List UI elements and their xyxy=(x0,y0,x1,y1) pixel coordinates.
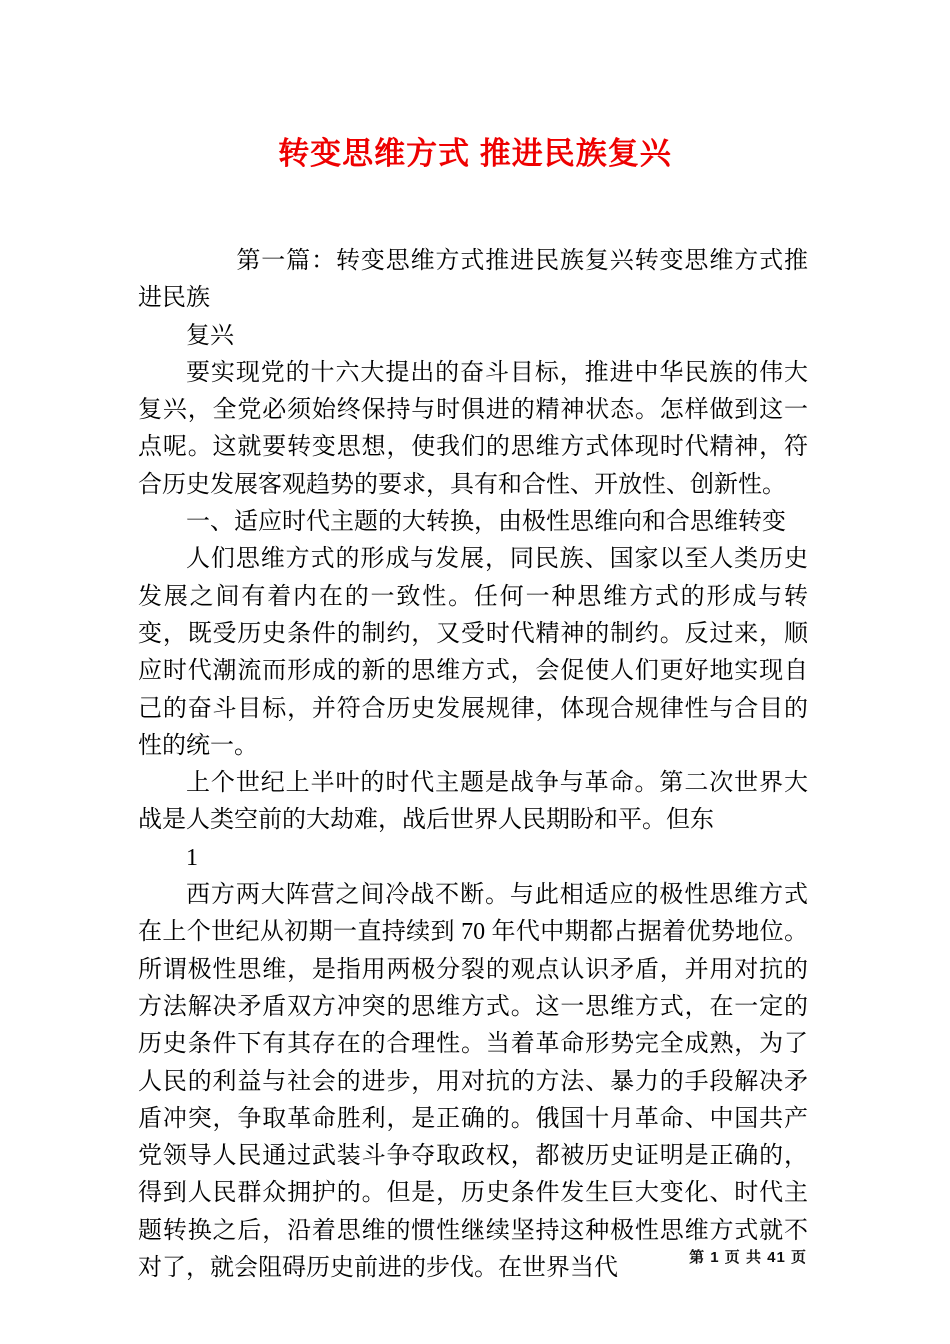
paragraph: 1 xyxy=(186,844,198,871)
paragraph: 上个世纪上半叶的时代主题是战争与革命。第二次世界大战是人类空前的大劫难，战后世界人民期盼和平。但东 xyxy=(138,770,808,834)
paragraph: 复兴 xyxy=(186,322,234,349)
paragraph: 西方两大阵营之间冷战不断。与此相适应的极性思维方式在上个世纪从初期一直持续到 70 年代中期都占据着优势地位。所谓极性思维，是指用两极分裂的观点认识矛盾，并用对抗的方法解决矛盾双方冲突的思维方式。这一思维方式，在一定的历史条件下有其存在的合理性。当着革命形势完全成熟，为了人民的利益与社会的进步，用对抗的方法、暴力的手段解决矛盾冲突，争取革命胜利，是正确的。俄国十月革命、中国共产党领导人民通过武装斗争夺取政权，都被历史证明是正确的，得到人民群众拥护的。但是，历史条件发生巨大变化、时代主题转换之后，沿着思维的惯性继续坚持这种极性思维方式就不对了，就会阻碍历史前进的步伐。在世界当代 xyxy=(138,882,808,1282)
page-footer xyxy=(0,1246,807,1267)
document-title: 转变思维方式 推进民族复兴 xyxy=(278,136,672,171)
paragraph: 要实现党的十六大提出的奋斗目标，推进中华民族的伟大复兴，全党必须始终保持与时俱进的精神状态。怎样做到这一点呢。这就要转变思想，使我们的思维方式体现时代精神，符合历史发展客观趋势的要求，具有和合性、开放性、创新性。 xyxy=(138,359,808,498)
paragraph: 一、适应时代主题的大转换，由极性思维向和合思维转变 xyxy=(186,509,786,536)
paragraph: 人们思维方式的形成与发展，同民族、国家以至人类历史发展之间有着内在的一致性。任何一种思维方式的形成与转变，既受历史条件的制约，又受时代精神的制约。反过来，顺应时代潮流而形成的新的思维方式，会促使人们更好地实现自己的奋斗目标，并符合历史发展规律，体现合规律性与合目的性的统一。 xyxy=(138,546,808,759)
paragraph: 第一篇：转变思维方式推进民族复兴转变思维方式推进民族 xyxy=(138,248,808,312)
document-body xyxy=(138,243,808,1287)
page-number-label: 第 1 页 共 41 页 xyxy=(689,1249,807,1266)
